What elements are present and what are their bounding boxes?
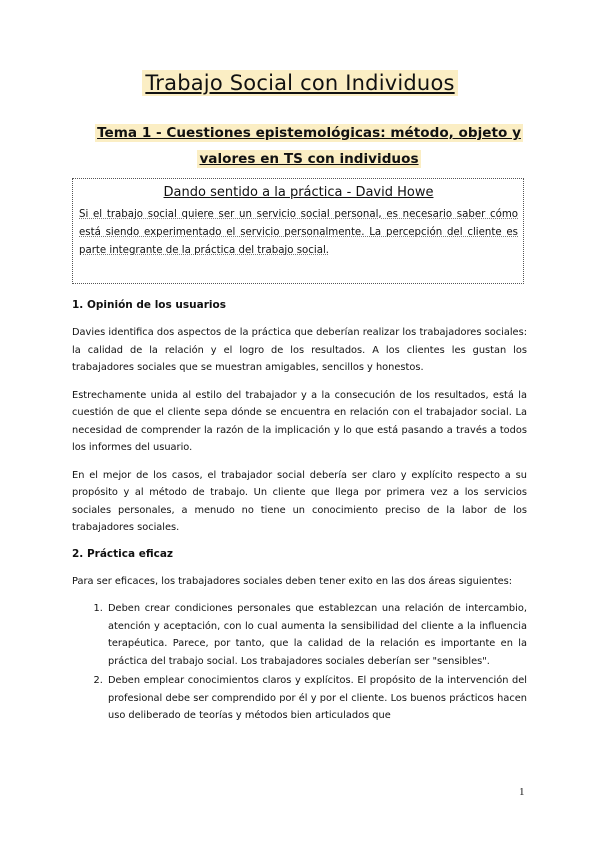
section-2-intro: Para ser eficaces, los trabajadores sociales deben tener exito en las dos áreas siguientes: — [72, 575, 513, 587]
page-number: 1 — [519, 786, 525, 798]
main-content — [72, 298, 527, 727]
section-1-paragraph: En el mejor de los casos, el trabajador social debería ser claro y explícito respecto a su propósito y al método de trabajo. Un cliente que llega por primera vez a los servicios sociales personales, a menudo no tiene un conocimiento preciso de la labor de los trabajadores sociales. — [72, 469, 527, 533]
quote-box — [72, 178, 524, 284]
list-item: 1. Deben crear condiciones personales que establezcan una relación de intercambio, atención y aceptación, con lo cual aumenta la sensibilidad del cliente a la influencia terapéutica. Parece, por tanto, que la calidad de la relación es importante en la práctica del trabajo social. Los trabajadores sociales deberían ser "sensibles". — [106, 600, 527, 670]
list-item: 2. Deben emplear conocimientos claros y explícitos. El propósito de la intervención del profesional debe ser comprendido por él y por el cliente. Los buenos prácticos hacen uso deliberado de teorías y métodos bien articulados que — [106, 672, 527, 725]
section-1-paragraph: Davies identifica dos aspectos de la práctica que deberían realizar los trabajadores sociales: la calidad de la relación y el logro de los resultados. A los clientes les gustan los trabajadores sociales que se muestran amigables, sencillos y honestos. — [72, 327, 527, 373]
subtitle-block — [84, 120, 534, 172]
document-title: Trabajo Social con Individuos — [142, 70, 457, 96]
section-1-paragraph: Estrechamente unida al estilo del trabajador y a la consecución de los resultados, está la cuestión de que el cliente sepa dónde se encuentra en relación con el trabajador social. La necesidad de comprender la razón de la implicación y lo que está pasando a través a todos los informes del usuario. — [72, 389, 527, 453]
title-block — [0, 70, 600, 96]
section-2-heading: 2. Práctica eficaz — [72, 547, 174, 560]
section-2-list — [72, 600, 527, 725]
document-subtitle: Tema 1 - Cuestiones epistemológicas: método, objeto y valores en TS con individuos — [97, 125, 521, 167]
quote-box-text: Si el trabajo social quiere ser un servicio social personal, es necesario saber cómo está siendo experimentado el servicio personalmente. La percepción del cliente es parte integrante de la práctica del trabajo social. — [79, 209, 518, 256]
quote-box-title: Dando sentido a la práctica - David Howe — [163, 185, 434, 200]
section-1-heading: 1. Opinión de los usuarios — [72, 299, 226, 311]
